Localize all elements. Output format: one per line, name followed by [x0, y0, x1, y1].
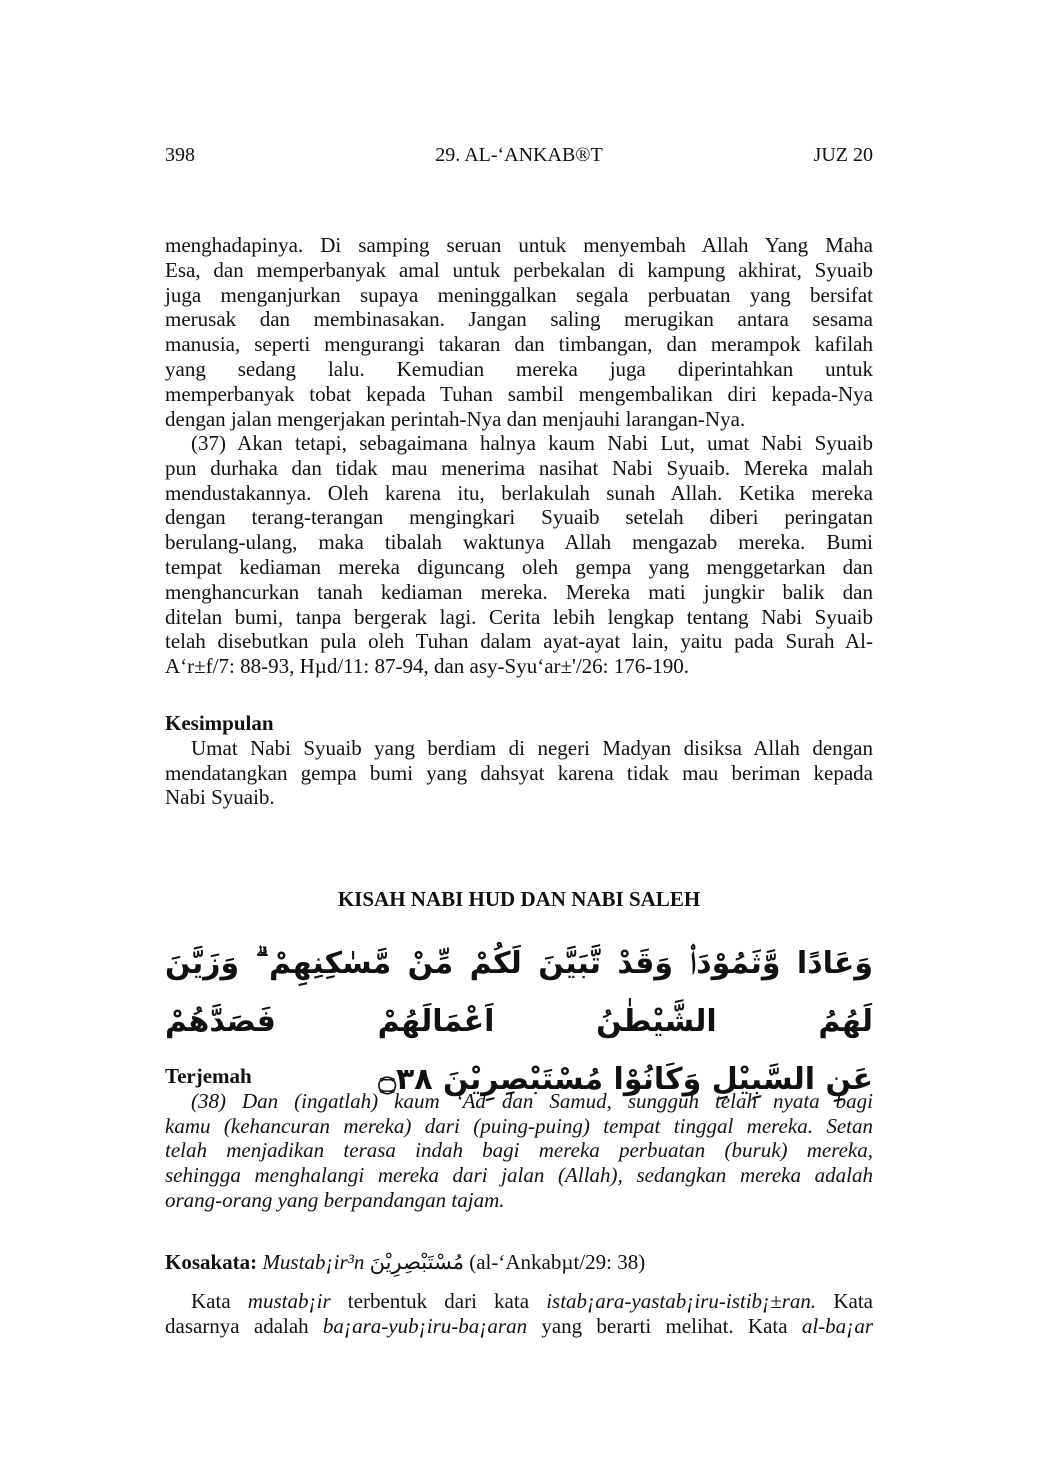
- text-line: juga menganjurkan supaya meninggalkan segala perbuatan yang bersifat: [165, 282, 873, 307]
- paragraph-2: [165, 431, 873, 679]
- text: yang berarti melihat. Kata: [527, 1313, 802, 1338]
- text-line: Esa, dan memperbanyak amal untuk perbekalan di kampung akhirat, Syuaib: [165, 257, 873, 282]
- text-line: ditelan bumi, tanpa bergerak lagi. Cerita lebih lengkap tentang Nabi Syuaib: [165, 604, 873, 629]
- kosakata-line: [165, 1250, 873, 1274]
- text-line: memperbanyak tobat kepada Tuhan sambil mengembalikan diri kepada-Nya: [165, 381, 873, 406]
- kosakata-term: Mustab¡ir³n: [262, 1250, 365, 1274]
- kesimpulan-heading: Kesimpulan: [165, 711, 274, 735]
- kata-paragraph: [165, 1289, 873, 1339]
- text-line: merusak dan membinasakan. Jangan saling merugikan antara sesama: [165, 307, 873, 332]
- text-line: Umat Nabi Syuaib yang berdiam di negeri Madyan disiksa Allah dengan: [191, 735, 873, 760]
- text-line: (38) Dan (ingatlah) kaum ‘Ad dan Samud, sungguh telah nyata bagi: [191, 1088, 873, 1113]
- kata-line-1: [165, 1289, 873, 1314]
- kosakata-label: Kosakata:: [165, 1250, 258, 1274]
- paragraph-1: [165, 233, 873, 431]
- kesimpulan-section: [165, 711, 873, 810]
- kesimpulan-text: [165, 736, 873, 810]
- text-line: manusia, seperti mengurangi takaran dan timbangan, dan merampok kafilah: [165, 332, 873, 357]
- kata-line-2: [165, 1314, 873, 1339]
- text-line: orang-orang yang berpandangan tajam.: [165, 1187, 505, 1212]
- text-line: menghancurkan tanah kediaman mereka. Mereka mati jungkir balik dan: [165, 579, 873, 604]
- term: al-ba¡ar: [801, 1313, 873, 1338]
- text-line: mendustakannya. Oleh karena itu, berlakulah sunah Allah. Ketika mereka: [165, 480, 873, 505]
- text-line: kamu (kehancuran mereka) dari (puing-puing) tempat tinggal mereka. Setan: [165, 1113, 873, 1138]
- arabic-verse-line-2: عَنِ السَّبِيْلِ وَكَانُوْا مُسْتَبْصِرِيْنَ ۝٣٨: [378, 1062, 873, 1097]
- text-line: sehingga menghalangi mereka dari jalan (Allah), sedangkan mereka adalah: [165, 1163, 873, 1188]
- kosakata-ref: (al-‘Ankabµt/29: 38): [469, 1250, 646, 1274]
- text-line: yang sedang lalu. Kemudian mereka juga diperintahkan untuk: [165, 356, 873, 381]
- text-line: berulang-ulang, maka tibalah waktunya Allah mengazab mereka. Bumi: [165, 530, 873, 555]
- terjemah-text: [165, 1089, 873, 1213]
- text: terbentuk dari kata: [330, 1289, 547, 1313]
- text: dasarnya adalah: [165, 1313, 323, 1338]
- text-line: (37) Akan tetapi, sebagaimana halnya kaum Nabi Lut, umat Nabi Syuaib: [191, 431, 873, 455]
- text: Kata: [191, 1289, 248, 1313]
- arabic-verse-line-1: وَعَادًا وَّثَمُوْدَا۟ وَقَدْ تَّبَيَّنَ لَكُمْ مِّنْ مَّسٰكِنِهِمْ ۗ وَزَيَّنَ لَهُمُ الشَّيْطٰنُ اَعْمَالَهُمْ فَصَدَّهُمْ: [165, 946, 873, 1039]
- kosakata-arabic: مُسْتَبْصِرِيْنَ: [369, 1250, 464, 1274]
- term: istab¡ara-yastab¡iru-istib¡±ran.: [546, 1289, 817, 1313]
- text-line: A‘r±f/7: 88-93, Hµd/11: 87-94, dan asy-Syu‘ar±'/26: 176-190.: [165, 654, 689, 679]
- juz-label: JUZ 20: [813, 144, 873, 166]
- page-number: 398: [165, 144, 195, 166]
- text-line: dengan terang-terangan mengingkari Syuaib setelah diberi peringatan: [165, 505, 873, 530]
- section-title: KISAH NABI HUD DAN NABI SALEH: [337, 887, 701, 911]
- text-line: telah menjadikan terasa indah bagi mereka perbuatan (buruk) mereka,: [165, 1138, 873, 1163]
- surah-title: 29. AL-‘ANKAB®T: [435, 144, 603, 166]
- text-line: tempat kediaman mereka diguncang oleh gempa yang menggetarkan dan: [165, 554, 873, 579]
- text-line: Nabi Syuaib.: [165, 785, 275, 810]
- terjemah-heading: Terjemah: [165, 1064, 252, 1088]
- terjemah-section: [165, 1064, 873, 1213]
- text-line: menghadapinya. Di samping seruan untuk menyembah Allah Yang Maha: [165, 233, 873, 257]
- text: Kata: [816, 1289, 873, 1313]
- text-line: pun durhaka dan tidak mau menerima nasihat Nabi Syuaib. Mereka malah: [165, 455, 873, 480]
- term: mustab¡ir: [247, 1289, 331, 1313]
- text-line: dengan jalan mengerjakan perintah-Nya dan menjauhi larangan-Nya.: [165, 406, 746, 431]
- text-line: telah disebutkan pula oleh Tuhan dalam ayat-ayat lain, yaitu pada Surah Al-: [165, 629, 873, 654]
- running-header: [165, 144, 873, 170]
- term: ba¡ara-yub¡iru-ba¡aran: [322, 1313, 528, 1338]
- text-line: mendatangkan gempa bumi yang dahsyat karena tidak mau beriman kepada: [165, 760, 873, 785]
